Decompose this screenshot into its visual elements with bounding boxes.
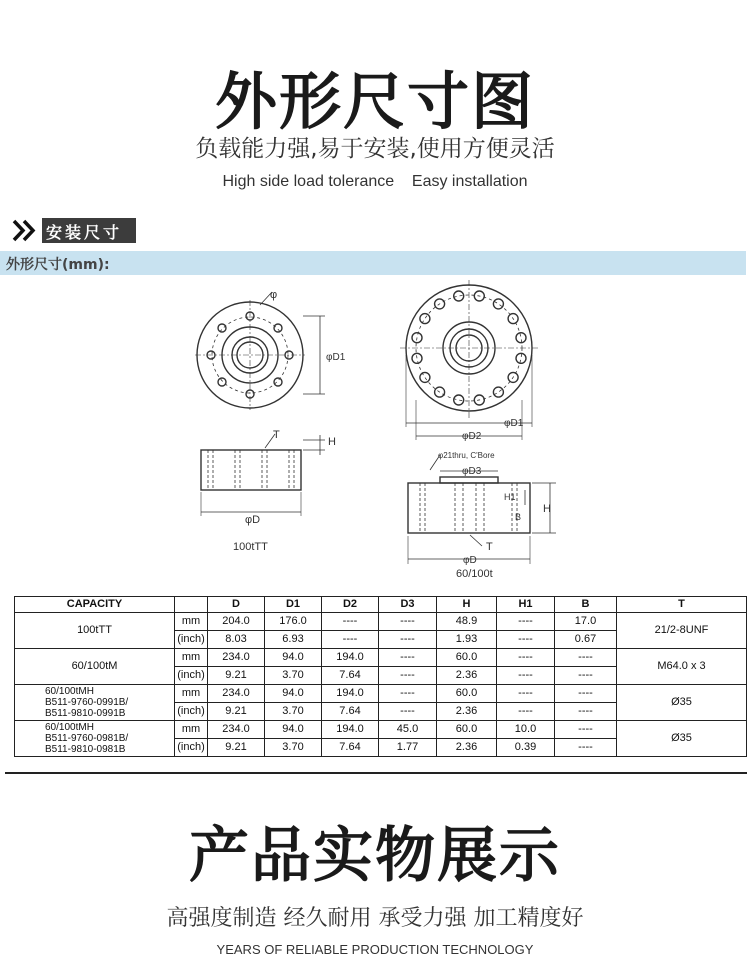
- col-header: D2: [322, 597, 379, 613]
- dim-phi-d2: φD2: [462, 431, 482, 442]
- dim-phi-d3: φD3: [462, 466, 482, 477]
- value-cell: 60.0: [437, 721, 497, 739]
- right-caption: 60/100t: [456, 568, 493, 580]
- value-cell: ----: [555, 649, 617, 667]
- col-header: D: [208, 597, 265, 613]
- bolt-hole: [454, 291, 464, 301]
- value-cell: ----: [379, 667, 437, 685]
- col-header: H1: [497, 597, 555, 613]
- value-cell: 234.0: [208, 685, 265, 703]
- bolt-hole: [420, 372, 430, 382]
- thread-cell: M64.0 x 3: [617, 649, 747, 685]
- value-cell: ----: [497, 685, 555, 703]
- unit-cell: (inch): [175, 739, 208, 757]
- page-title: 外形尺寸图: [214, 65, 535, 138]
- col-header: H: [437, 597, 497, 613]
- bolt-hole: [412, 353, 422, 363]
- dim-phi-d-right: φD: [463, 555, 477, 566]
- value-cell: ----: [555, 667, 617, 685]
- value-cell: ----: [322, 631, 379, 649]
- bolt-hole: [454, 395, 464, 405]
- table-row: [15, 721, 747, 739]
- col-header: D1: [265, 597, 322, 613]
- value-cell: ----: [379, 631, 437, 649]
- value-cell: ----: [322, 613, 379, 631]
- value-cell: 194.0: [322, 649, 379, 667]
- bolt-hole: [493, 299, 503, 309]
- table-row: [15, 649, 747, 667]
- dim-h-left: H: [328, 436, 336, 448]
- value-cell: 7.64: [322, 739, 379, 757]
- divider: [5, 772, 747, 774]
- value-cell: 8.03: [208, 631, 265, 649]
- value-cell: 2.36: [437, 703, 497, 721]
- capacity-line: 60/100tMH: [45, 686, 94, 697]
- capacity-line: B511-9810-0991B: [45, 708, 126, 719]
- value-cell: 94.0: [265, 649, 322, 667]
- page-subtitle: 负载能力强,易于安装,使用方便灵活: [195, 136, 555, 162]
- value-cell: 45.0: [379, 721, 437, 739]
- value-cell: ----: [379, 703, 437, 721]
- value-cell: 9.21: [208, 667, 265, 685]
- thread-cell: Ø35: [617, 685, 747, 721]
- value-cell: 194.0: [322, 685, 379, 703]
- dim-phi: φ: [270, 289, 278, 301]
- double-chevron-icon: [10, 218, 42, 243]
- capacity-cell: [15, 685, 175, 721]
- value-cell: ----: [555, 721, 617, 739]
- right-side-view: [408, 455, 556, 564]
- col-header: CAPACITY: [15, 597, 175, 613]
- bolt-hole: [420, 314, 430, 324]
- capacity-cell: [15, 649, 175, 685]
- value-cell: 60.0: [437, 685, 497, 703]
- value-cell: ----: [379, 685, 437, 703]
- capacity-cell: [15, 613, 175, 649]
- capacity-line: 60/100tMH: [45, 722, 94, 733]
- value-cell: ----: [497, 667, 555, 685]
- bolt-hole: [493, 387, 503, 397]
- english-tagline: High side load tolerance Easy installation: [222, 173, 528, 190]
- value-cell: 94.0: [265, 685, 322, 703]
- section-tag: [10, 218, 136, 243]
- capacity-line: 60/100tM: [71, 660, 118, 672]
- value-cell: 3.70: [265, 667, 322, 685]
- capacity-line: B511-9760-0981B/: [45, 733, 129, 744]
- bolt-hole: [516, 353, 526, 363]
- capacity-line: 100tTT: [77, 624, 112, 636]
- dim-h1: H1: [504, 492, 516, 502]
- value-cell: 7.64: [322, 703, 379, 721]
- capacity-line: B511-9810-0981B: [45, 744, 126, 755]
- dim-phi-d1-left: φD1: [326, 352, 346, 363]
- value-cell: ----: [497, 631, 555, 649]
- section-tag-label: 安装尺寸: [46, 223, 123, 242]
- spec-table: [14, 596, 747, 757]
- capacity-line: B511-9760-0991B/: [45, 697, 129, 708]
- value-cell: 204.0: [208, 613, 265, 631]
- dim-h-right: H: [543, 503, 551, 515]
- left-caption: 100tTT: [233, 541, 268, 553]
- dim-t-left: T: [273, 429, 280, 441]
- thread-cell: 21/2-8UNF: [617, 613, 747, 649]
- col-header: [175, 597, 208, 613]
- value-cell: ----: [379, 649, 437, 667]
- col-header: B: [555, 597, 617, 613]
- value-cell: 1.77: [379, 739, 437, 757]
- value-cell: 6.93: [265, 631, 322, 649]
- showcase-english: YEARS OF RELIABLE PRODUCTION TECHNOLOGY: [216, 942, 534, 957]
- value-cell: 0.67: [555, 631, 617, 649]
- showcase-title: 产品实物展示: [189, 821, 561, 891]
- thread-cell: Ø35: [617, 721, 747, 757]
- col-header: D3: [379, 597, 437, 613]
- technical-drawings: [0, 280, 750, 590]
- value-cell: 94.0: [265, 721, 322, 739]
- value-cell: 234.0: [208, 649, 265, 667]
- dimension-bar: [0, 251, 746, 275]
- value-cell: 48.9: [437, 613, 497, 631]
- col-header: T: [617, 597, 747, 613]
- value-cell: 176.0: [265, 613, 322, 631]
- unit-cell: (inch): [175, 703, 208, 721]
- value-cell: 1.93: [437, 631, 497, 649]
- dim-phi-d1-right: φD1: [504, 418, 524, 429]
- unit-cell: mm: [175, 649, 208, 667]
- value-cell: 2.36: [437, 739, 497, 757]
- value-cell: 7.64: [322, 667, 379, 685]
- dim-b: B: [515, 512, 522, 522]
- value-cell: 9.21: [208, 739, 265, 757]
- dim-phi-d-left: φD: [245, 514, 261, 526]
- value-cell: 2.36: [437, 667, 497, 685]
- dim-t-right: T: [486, 541, 493, 553]
- value-cell: 9.21: [208, 703, 265, 721]
- unit-cell: mm: [175, 721, 208, 739]
- value-cell: ----: [555, 685, 617, 703]
- value-cell: 3.70: [265, 703, 322, 721]
- value-cell: ----: [497, 703, 555, 721]
- value-cell: 60.0: [437, 649, 497, 667]
- left-side-view: [201, 434, 325, 516]
- unit-cell: mm: [175, 613, 208, 631]
- capacity-cell: [15, 721, 175, 757]
- value-cell: 194.0: [322, 721, 379, 739]
- value-cell: ----: [555, 703, 617, 721]
- unit-cell: (inch): [175, 667, 208, 685]
- dim-bore: φ21thru, C'Bore: [438, 451, 495, 460]
- value-cell: ----: [555, 739, 617, 757]
- value-cell: 10.0: [497, 721, 555, 739]
- table-header-row: [15, 597, 747, 613]
- left-top-view: [195, 292, 325, 410]
- right-top-view: [400, 280, 540, 440]
- unit-cell: mm: [175, 685, 208, 703]
- value-cell: ----: [497, 649, 555, 667]
- unit-cell: (inch): [175, 631, 208, 649]
- value-cell: 17.0: [555, 613, 617, 631]
- value-cell: 0.39: [497, 739, 555, 757]
- bolt-hole: [516, 333, 526, 343]
- dimension-bar-label: 外形尺寸(mm):: [6, 257, 110, 273]
- table-row: [15, 685, 747, 703]
- table-row: [15, 613, 747, 631]
- value-cell: ----: [379, 613, 437, 631]
- value-cell: 234.0: [208, 721, 265, 739]
- value-cell: 3.70: [265, 739, 322, 757]
- showcase-subtitle: 高强度制造 经久耐用 承受力强 加工精度好: [166, 906, 584, 931]
- value-cell: ----: [497, 613, 555, 631]
